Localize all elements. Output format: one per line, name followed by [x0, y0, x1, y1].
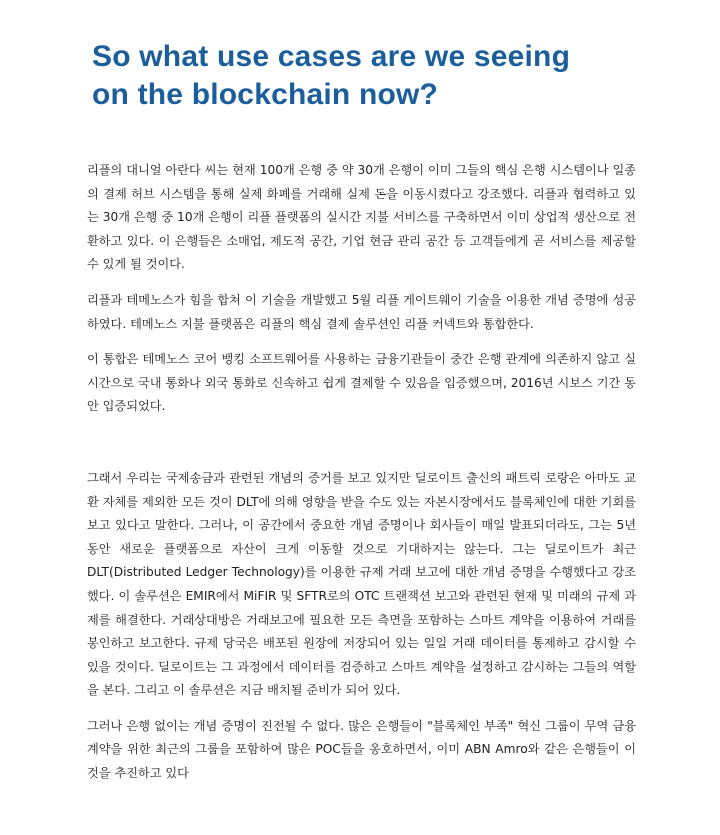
paragraph-ripple-banks: 리플의 대니얼 아란다 씨는 현재 100개 은행 중 약 30개 은행이 이미 그들의 핵심 은행 시스템이나 일종의 결제 허브 시스템을 통해 실제 화폐를 거래해 실제 돈을 이동시켰다고 강조했다. 리플과 협력하고 있는 30개 은행 중 10개 은행이 리플 플랫폼의 실시간 지불 서비스를 구축하면서 이미 상업적 생산으로 전환하고 있다. 이 은행들은 소매업, 제도적 공간, 기업 현금 관리 공간 등 고객들에게 곧 서비스를 제공할 수 있게 될 것이다.	[87, 163, 636, 272]
paragraph-integration: 이 통합은 테메노스 코어 뱅킹 소프트웨어를 사용하는 금융기관들이 중간 은행 관계에 의존하지 않고 실시간으로 국내 통화나 외국 통화로 신속하고 쉽게 결제할 수 있음을 입증했으며, 2016년 시보스 기간 동안 입증되었다.	[87, 352, 636, 414]
body-text	[87, 159, 636, 798]
section-heading	[92, 38, 692, 114]
section-heading-line-1: So what use cases are we seeing	[92, 40, 571, 73]
section-heading-line-2: on the blockchain now?	[92, 78, 439, 111]
paragraph-ripple-temenos: 리플과 테메노스가 힘을 합쳐 이 기술을 개발했고 5월 리플 게이트웨이 기술을 이용한 개념 증명에 성공하였다. 테메노스 지불 플랫폼은 리플의 핵심 결제 솔루션인 리플 커넥트와 통합한다.	[87, 292, 636, 331]
paragraph-deloitte: 그래서 우리는 국제송금과 관련된 개념의 증거를 보고 있지만 딜로이트 출신의 패트릭 로랑은 아마도 교환 자체를 제외한 모든 것이 DLT에 의해 영향을 받을 수도 있는 자본시장에서도 블록체인에 대한 기회를 보고 있다고 말한다. 그러나, 이 공간에서 중요한 개념 증명이나 회사들이 매일 발표되더라도, 그는 5년 동안 새로운 플랫폼으로 자산이 크게 이동할 것으로 기대하지는 않는다. 그는 딜로이트가 최근 DLT(Distributed Ledger Technology)를 이용한 규제 거래 보고에 대한 개념 증명을 수행했다고 강조했다. 이 솔루션은 EMIR에서 MiFIR 및 SFTR로의 OTC 트랜잭션 보고와 관련된 현재 및 미래의 규제 과제를 해결한다. 거래상대방은 거래보고에 필요한 모든 측면을 포함하는 스마트 계약을 이용하여 거래를 봉인하고 보고한다. 규제 당국은 배포된 원장에 저장되어 있는 일일 거래 데이터를 통제하고 감시할 수 있을 것이다. 딜로이트는 그 과정에서 데이터를 검증하고 스마트 계약을 설정하고 감시하는 그들의 역할을 본다. 그리고 이 솔루션은 지금 배치될 준비가 되어 있다.	[87, 470, 636, 698]
paragraph-banks-poc: 그러나 은행 없이는 개념 증명이 진전될 수 없다. 많은 은행들이 "블록체인 부족" 혁신 그룹이 무역 금융 계약을 위한 최근의 그룹을 포함하여 많은 POC들을 옹호하면서, 이미 ABN Amro와 같은 은행들이 이것을 추진하고 있다	[87, 718, 636, 781]
